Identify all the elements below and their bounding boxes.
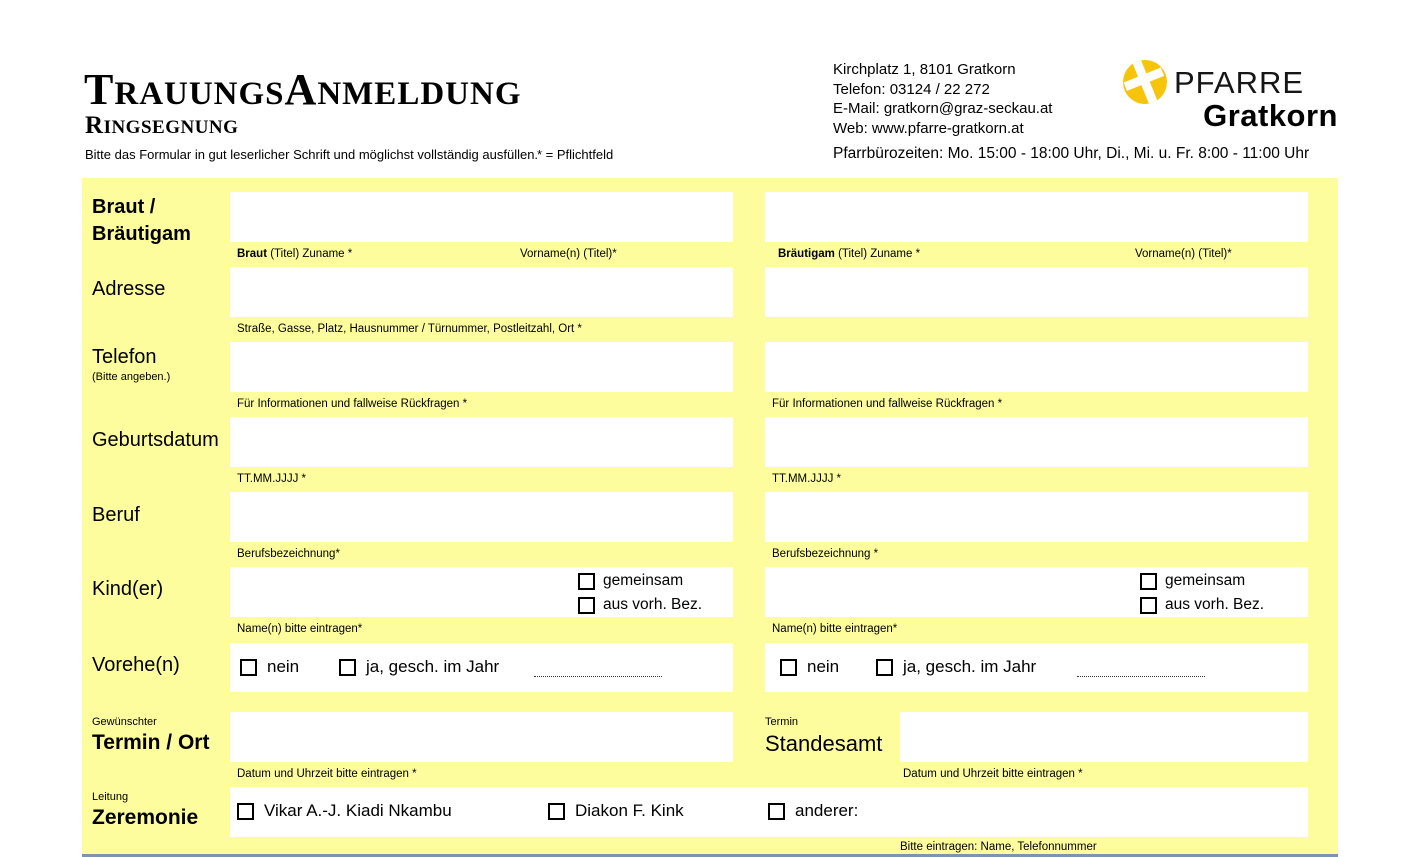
braeutigam-vorehe-ja-checkbox[interactable] [876, 659, 893, 676]
braeutigam-kinder-gemeinsam-checkbox[interactable] [1140, 573, 1157, 590]
caption-telefon-right: Für Informationen und fallweise Rückfragen * [772, 398, 1003, 410]
page-subtitle [85, 112, 238, 140]
braut-vorehe-jahr-field[interactable] [534, 659, 662, 677]
braut-kinder-vorh-bez-checkbox[interactable] [578, 597, 595, 614]
braut-adresse-field[interactable] [230, 267, 733, 317]
office-hours: Pfarrbürozeiten: Mo. 15:00 - 18:00 Uhr, Di., Mi. u. Fr. 8:00 - 11:00 Uhr [833, 145, 1310, 162]
logo-text-gratkorn: Gratkorn [1203, 98, 1338, 133]
title-part: NMELDUNG [317, 76, 522, 112]
caption-braeutigam-vorname: Vorname(n) (Titel)* [1135, 248, 1232, 260]
braeutigam-vorehe-nein-checkbox[interactable] [780, 659, 797, 676]
braeutigam-kinder-vorh-bez-checkbox[interactable] [1140, 597, 1157, 614]
row-label-termin-ort: Termin / Ort [92, 731, 210, 754]
zeremonie-vikar-checkbox[interactable] [237, 803, 254, 820]
braeutigam-geburtsdatum-field[interactable] [765, 417, 1308, 467]
braut-telefon-field[interactable] [230, 342, 733, 392]
braut-kinder-vorh-bez-label: aus vorh. Bez. [603, 596, 703, 613]
caption-braeutigam-zuname [778, 248, 920, 260]
caption-zeremonie: Bitte eintragen: Name, Telefonnummer [900, 841, 1097, 853]
title-part: RAUUNGS [114, 76, 285, 112]
caption-termin-right: Datum und Uhrzeit bitte eintragen * [903, 768, 1083, 780]
zeremonie-diakon-checkbox[interactable] [548, 803, 565, 820]
caption-bold: Braut [237, 248, 268, 260]
title-part: T [84, 65, 115, 114]
braeutigam-name-field[interactable] [765, 192, 1308, 242]
caption-adresse: Straße, Gasse, Platz, Hausnummer / Türnummer, Postleitzahl, Ort * [237, 323, 582, 335]
braut-beruf-field[interactable] [230, 492, 733, 542]
row-label-telefon: Telefon [92, 346, 157, 368]
subtitle-part: INGSEGNUNG [103, 117, 239, 138]
braeutigam-vorehe-jahr-field[interactable] [1077, 659, 1205, 677]
row-label-beruf: Beruf [92, 504, 140, 526]
braeutigam-vorehe-ja-label: ja, gesch. im Jahr [903, 657, 1037, 676]
parish-contact-block [833, 60, 1052, 138]
braeutigam-vorehe-nein-label: nein [807, 657, 840, 676]
row-label-vorehen: Vorehe(n) [92, 654, 180, 676]
caption-termin-left: Datum und Uhrzeit bitte eintragen * [237, 768, 417, 780]
row-label-kinder: Kind(er) [92, 578, 164, 600]
standesamt-termin-field[interactable] [900, 712, 1308, 762]
telefon-sublabel: (Bitte angeben.) [92, 371, 171, 383]
row-label-standesamt: Standesamt [765, 731, 883, 756]
row-label-couple [92, 194, 191, 248]
contact-email: E-Mail: gratkorn@graz-seckau.at [833, 100, 1053, 117]
zeremonie-diakon-label: Diakon F. Kink [575, 801, 684, 820]
label-braut: Braut / [92, 196, 156, 218]
braut-vorehe-nein-label: nein [267, 657, 300, 676]
contact-address: Kirchplatz 1, 8101 Gratkorn [833, 61, 1016, 78]
zeremonie-anderer-label: anderer: [795, 801, 859, 820]
subtitle-part: R [85, 112, 104, 139]
braut-vorehe-nein-checkbox[interactable] [240, 659, 257, 676]
caption-bold: Bräutigam [778, 248, 835, 260]
title-part: A [284, 65, 318, 114]
braeutigam-kinder-vorh-bez-label: aus vorh. Bez. [1165, 596, 1265, 613]
row-label-geburtsdatum: Geburtsdatum [92, 429, 219, 451]
termin-smalllabel-left: Gewünschter [92, 716, 157, 728]
zeremonie-vikar-label: Vikar A.-J. Kiadi Nkambu [264, 801, 452, 820]
braut-vorehe-ja-label: ja, gesch. im Jahr [366, 657, 500, 676]
braeutigam-telefon-field[interactable] [765, 342, 1308, 392]
logo-text-pfarre: PFARRE [1174, 65, 1305, 100]
termin-ort-field[interactable] [230, 712, 733, 762]
contact-web: Web: www.pfarre-gratkorn.at [833, 119, 1024, 137]
fill-instruction: Bitte das Formular in gut leserlicher Schrift und möglichst vollständig ausfüllen. [85, 147, 539, 162]
caption-geburtsdatum-left: TT.MM.JJJJ * [237, 473, 306, 485]
parish-logo [1120, 57, 1340, 137]
caption-braut-zuname [237, 248, 352, 260]
caption-telefon-left: Für Informationen und fallweise Rückfragen * [237, 398, 468, 410]
braut-vorehe-ja-checkbox[interactable] [339, 659, 356, 676]
braeutigam-kinder-gemeinsam-label: gemeinsam [1165, 572, 1246, 589]
caption-beruf-right: Berufsbezeichnung * [772, 548, 879, 560]
contact-phone: Telefon: 03124 / 22 272 [833, 80, 990, 98]
braeutigam-adresse-field[interactable] [765, 267, 1308, 317]
caption-beruf-left: Berufsbezeichnung* [237, 548, 340, 560]
caption-braut-vorname: Vorname(n) (Titel)* [520, 248, 617, 260]
braeutigam-beruf-field[interactable] [765, 492, 1308, 542]
caption-geburtsdatum-right: TT.MM.JJJJ * [772, 473, 841, 485]
caption-rest: (Titel) Zuname * [267, 248, 353, 260]
braut-kinder-gemeinsam-checkbox[interactable] [578, 573, 595, 590]
braeutigam-vorehen-field [765, 643, 1308, 692]
label-braeutigam: Bräutigam [92, 223, 191, 245]
caption-rest: (Titel) Zuname * [834, 248, 921, 260]
zeremonie-smalllabel: Leitung [92, 791, 129, 803]
row-label-zeremonie: Zeremonie [92, 806, 199, 829]
cross-circle-icon [1122, 59, 1168, 105]
zeremonie-anderer-checkbox[interactable] [768, 803, 785, 820]
caption-kinder-left: Name(n) bitte eintragen* [237, 623, 363, 635]
row-label-adresse: Adresse [92, 278, 166, 300]
caption-kinder-right: Name(n) bitte eintragen* [772, 623, 898, 635]
form-area [82, 178, 1338, 857]
braut-name-field[interactable] [230, 192, 733, 242]
page-title [84, 64, 522, 115]
termin-smalllabel-right: Termin [765, 716, 799, 728]
required-field-note: * = Pflichtfeld [537, 147, 614, 162]
braut-kinder-gemeinsam-label: gemeinsam [603, 572, 684, 589]
braut-geburtsdatum-field[interactable] [230, 417, 733, 467]
